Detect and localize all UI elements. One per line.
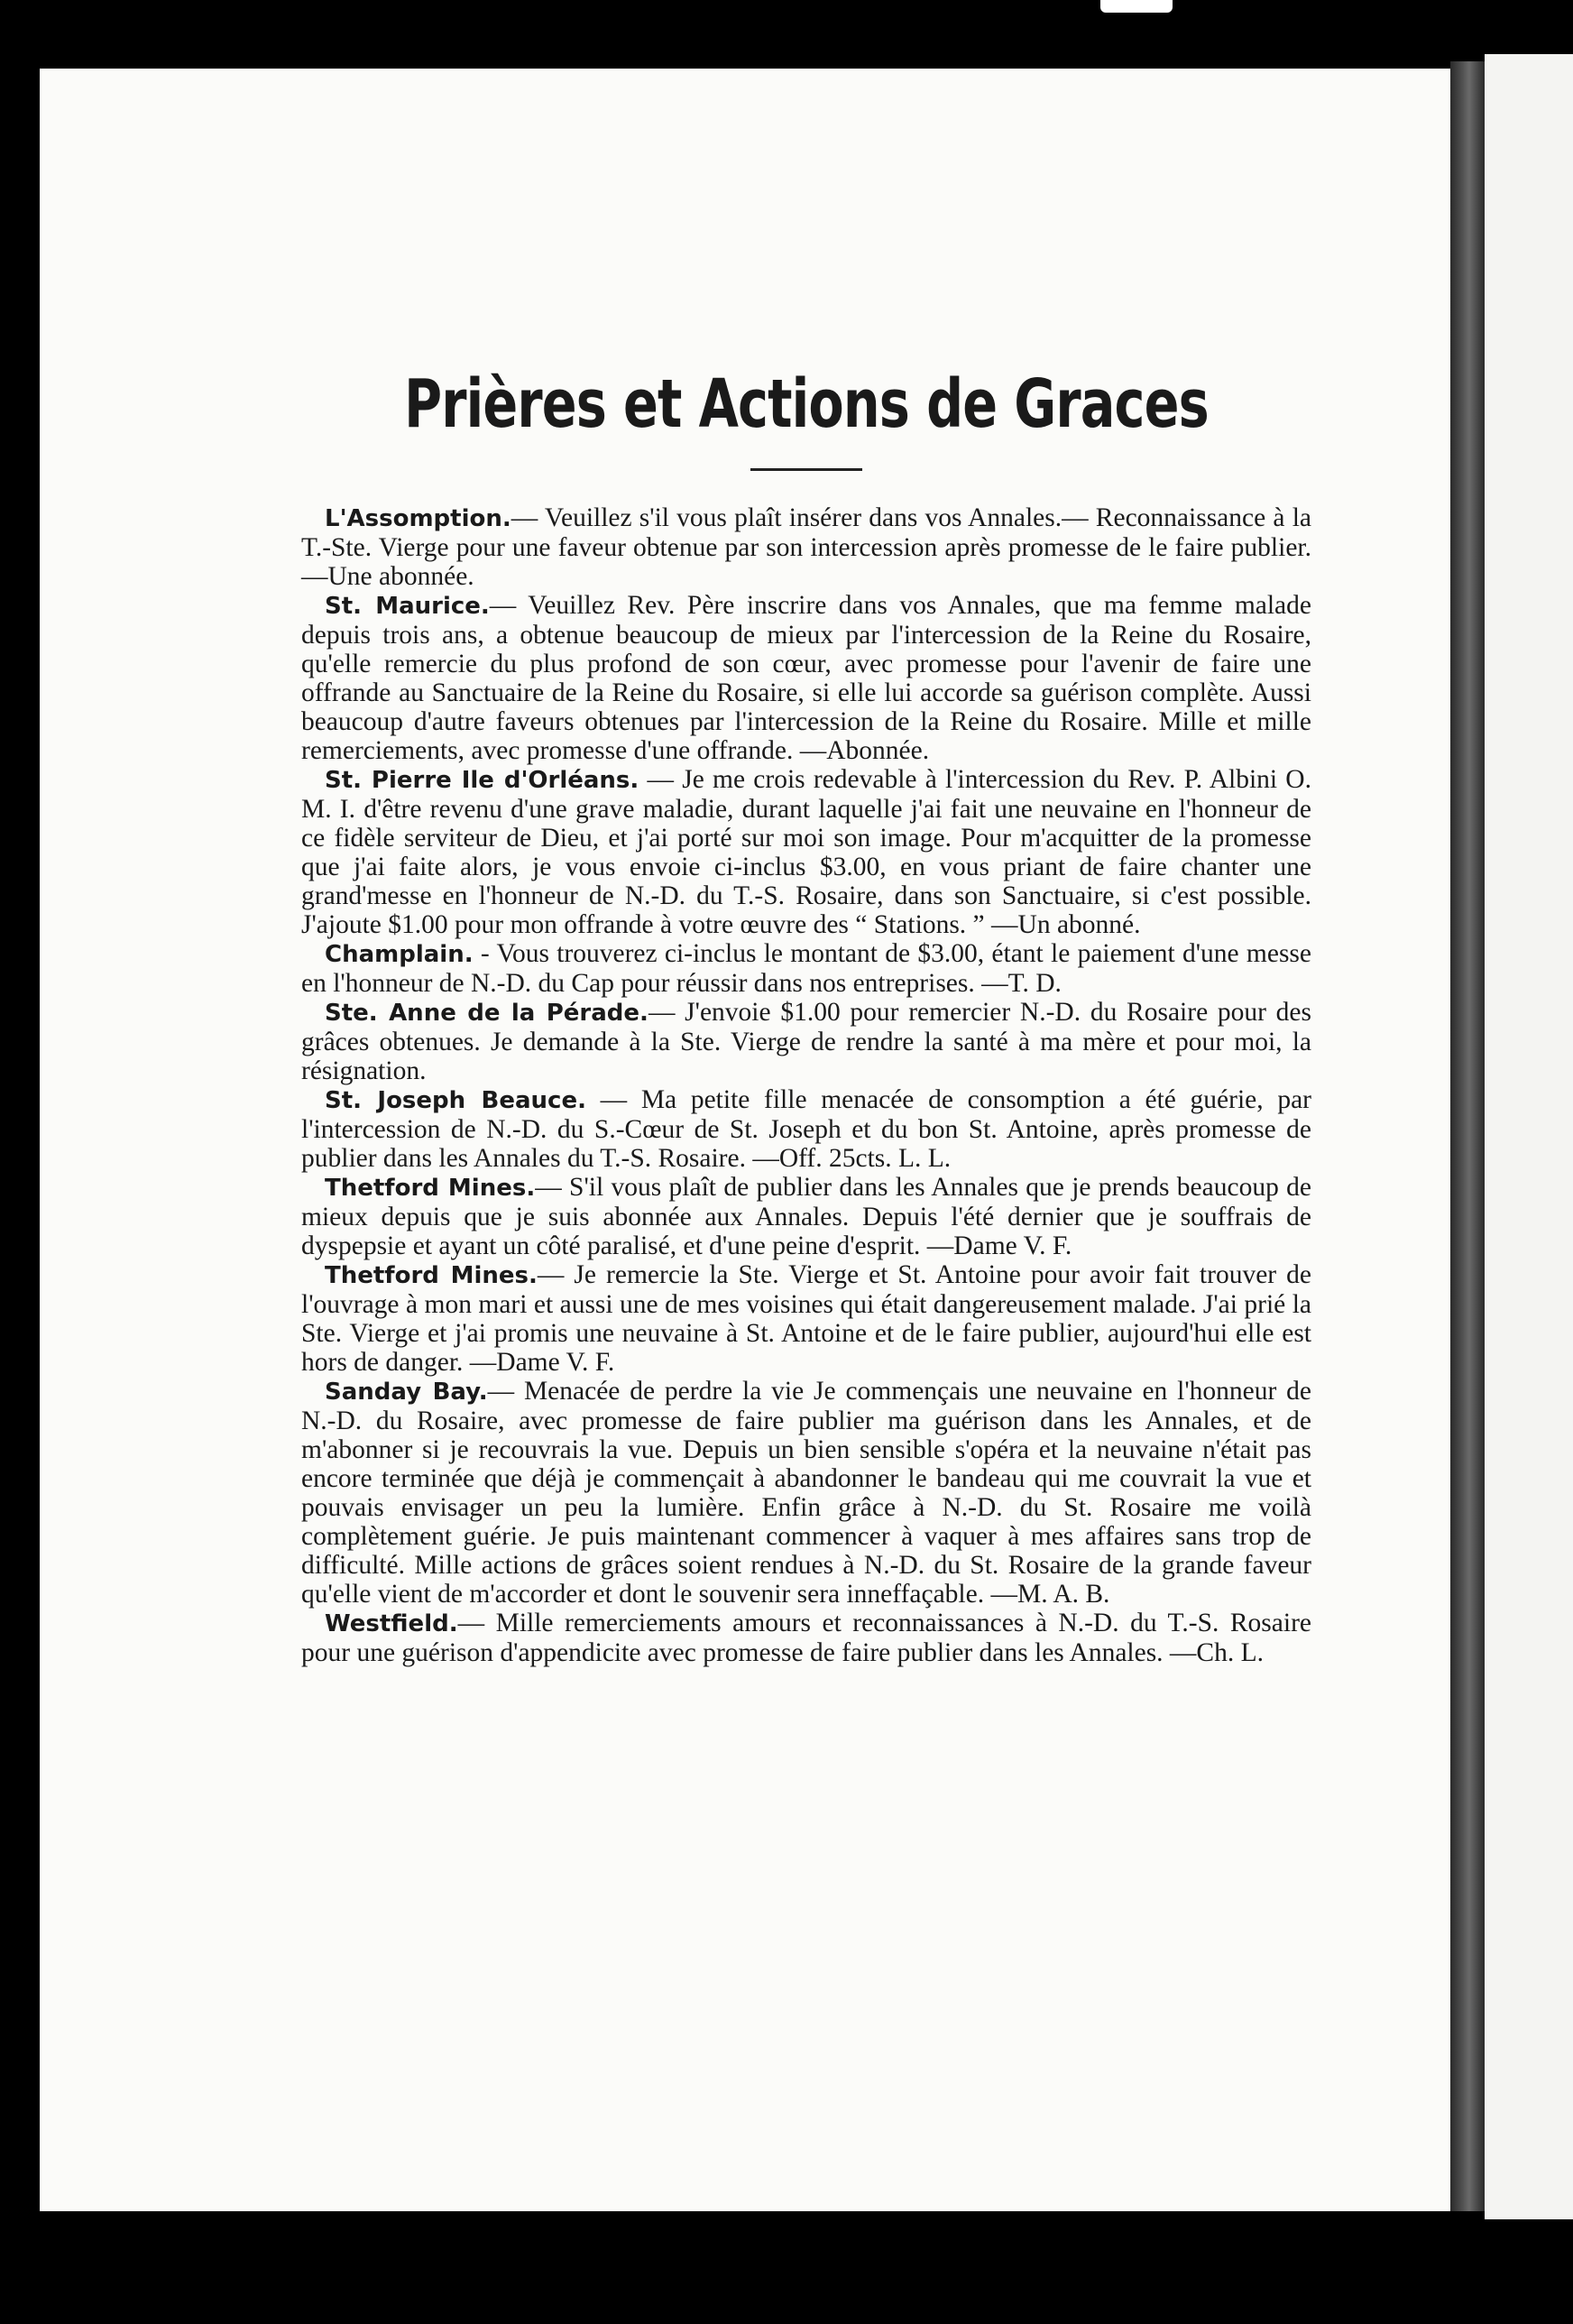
page-content	[301, 365, 1312, 1668]
entry-place: St. Joseph Beauce.	[325, 1087, 586, 1115]
entry-place: L'Assomption.	[325, 505, 511, 533]
title-divider	[750, 468, 862, 471]
entry-place: St. Pierre Ile d'Orléans.	[325, 767, 639, 795]
entry-place: St. Maurice.	[325, 593, 490, 621]
entry-st-maurice	[301, 591, 1311, 765]
entry-st-joseph-beauce	[301, 1085, 1311, 1173]
entry-champlain	[301, 939, 1311, 998]
book-spine-edge	[1450, 61, 1485, 2211]
entry-place: Westfield.	[325, 1610, 458, 1638]
entry-text: — J'envoie $1.00 pour remercier N.-D. du Rosaire pour des grâces obtenues. Je demande à la Ste. Vierge de rendre la santé à ma mère et pour moi, la résignation.	[301, 998, 1312, 1086]
entry-place: Sanday Bay.	[325, 1379, 488, 1406]
entry-text: - Vous trouverez ci-inclus le montant de $3.00, étant le paiement d'une messe en l'honneur de N.-D. du Cap pour réussir dans nos entreprises. —T. D.	[301, 939, 1311, 999]
entry-thetford-mines-1	[301, 1173, 1311, 1260]
entry-text: — Ma petite fille menacée de consomption a été guérie, par l'intercession de N.-D. du S.-Cœur de St. Joseph et du bon St. Antoine, après promesse de publier dans les Annales du T.-S. Rosaire. —Off. 25cts. L. L.	[301, 1085, 1311, 1174]
entry-place: Champlain.	[325, 941, 474, 969]
adjacent-page-edge	[1485, 54, 1573, 2219]
entry-place: Thetford Mines.	[325, 1262, 538, 1290]
entry-l-assomption	[301, 503, 1311, 591]
top-edge-mark	[1100, 0, 1173, 13]
entry-text: — Veuillez Rev. Père inscrire dans vos Annales, que ma femme malade depuis trois ans, a obtenue beaucoup de mieux par l'intercession de la Reine du Rosaire, qu'elle remercie du plus profond de son cœur, avec promesse pour l'avenir de faire une offrande au Sanctuaire de la Reine du Rosaire, si elle lui accorde sa guérison complète. Aussi beaucoup d'autre faveurs obtenues par l'intercession de la Reine du Rosaire. Mille et mille remerciements, avec promesse d'une offrande. —Abonnée.	[301, 591, 1311, 766]
entry-thetford-mines-2	[301, 1260, 1311, 1377]
entry-text: — S'il vous plaît de publier dans les Annales que je prends beaucoup de mieux depuis que je suis abonnée aux Annales. Depuis l'été dernier que je souffrais de dyspepsie et ayant un côté paralisé, et d'une peine d'esprit. —Dame V. F.	[301, 1173, 1312, 1261]
entry-text: — Veuillez s'il vous plaît insérer dans vos Annales.— Reconnaissance à la T.-Ste. Vierge pour une faveur obtenue par son intercession après promesse de le faire publier. —Une abonnée.	[301, 503, 1311, 592]
entry-place: Thetford Mines.	[325, 1175, 536, 1203]
entry-sanday-bay	[301, 1377, 1311, 1609]
entry-place: Ste. Anne de la Pérade.	[325, 1000, 649, 1028]
entry-ste-anne-de-la-perade	[301, 998, 1311, 1085]
entry-text: — Je me crois redevable à l'intercession du Rev. P. Albini O. M. I. d'être revenu d'une grave maladie, durant laquelle j'ai fait une neuvaine en l'honneur de ce fidèle serviteur de Dieu, et j'ai porté sur moi son image. Pour m'acquitter de la promesse que j'ai faite alors, je vous envoie ci-inclus $3.00, en vous priant de faire chanter une grand'messe en l'honneur de N.-D. du T.-S. Rosaire, dans son Sanctuaire, si c'est possible. J'ajoute $1.00 pour mon offrande à votre œuvre des “ Stations. ” —Un abonné.	[301, 765, 1311, 940]
entry-text: — Mille remerciements amours et reconnaissances à N.-D. du T.-S. Rosaire pour une guérison d'appendicite avec promesse de faire publier dans les Annales. —Ch. L.	[301, 1609, 1311, 1668]
entry-text: — Menacée de perdre la vie Je commençais une neuvaine en l'honneur de N.-D. du Rosaire, avec promesse de faire publier ma guérison dans les Annales, et de m'abonner si je recouvrais la vue. Depuis un bien sensible s'opéra et la neuvaine n'était pas encore terminée que déjà je commençait à abandonner le bandeau qui me couvrait la vue et pouvais envisager un peu la lumière. Enfin grâce à N.-D. du St. Rosaire me voilà complètement guérie. Je puis maintenant commencer à vaquer à mes affaires sans trop de difficulté. Mille actions de grâces soient rendues à N.-D. du St. Rosaire de la grande faveur qu'elle vient de m'accorder et dont le souvenir sera inneffaçable. —M. A. B.	[301, 1377, 1311, 1609]
page-title: Prières et Actions de Graces	[404, 365, 1209, 443]
entry-westfield	[301, 1609, 1311, 1667]
entry-text: — Je remercie la Ste. Vierge et St. Antoine pour avoir fait trouver de l'ouvrage à mon mari et aussi une de mes voisines qui était dangereusement malade. J'ai prié la Ste. Vierge et j'ai promis une neuvaine à St. Antoine et de le faire publier, aujourd'hui elle est hors de danger. —Dame V. F.	[301, 1260, 1311, 1378]
entries-list	[301, 503, 1311, 1667]
entry-st-pierre-ile-d-orleans	[301, 765, 1311, 939]
